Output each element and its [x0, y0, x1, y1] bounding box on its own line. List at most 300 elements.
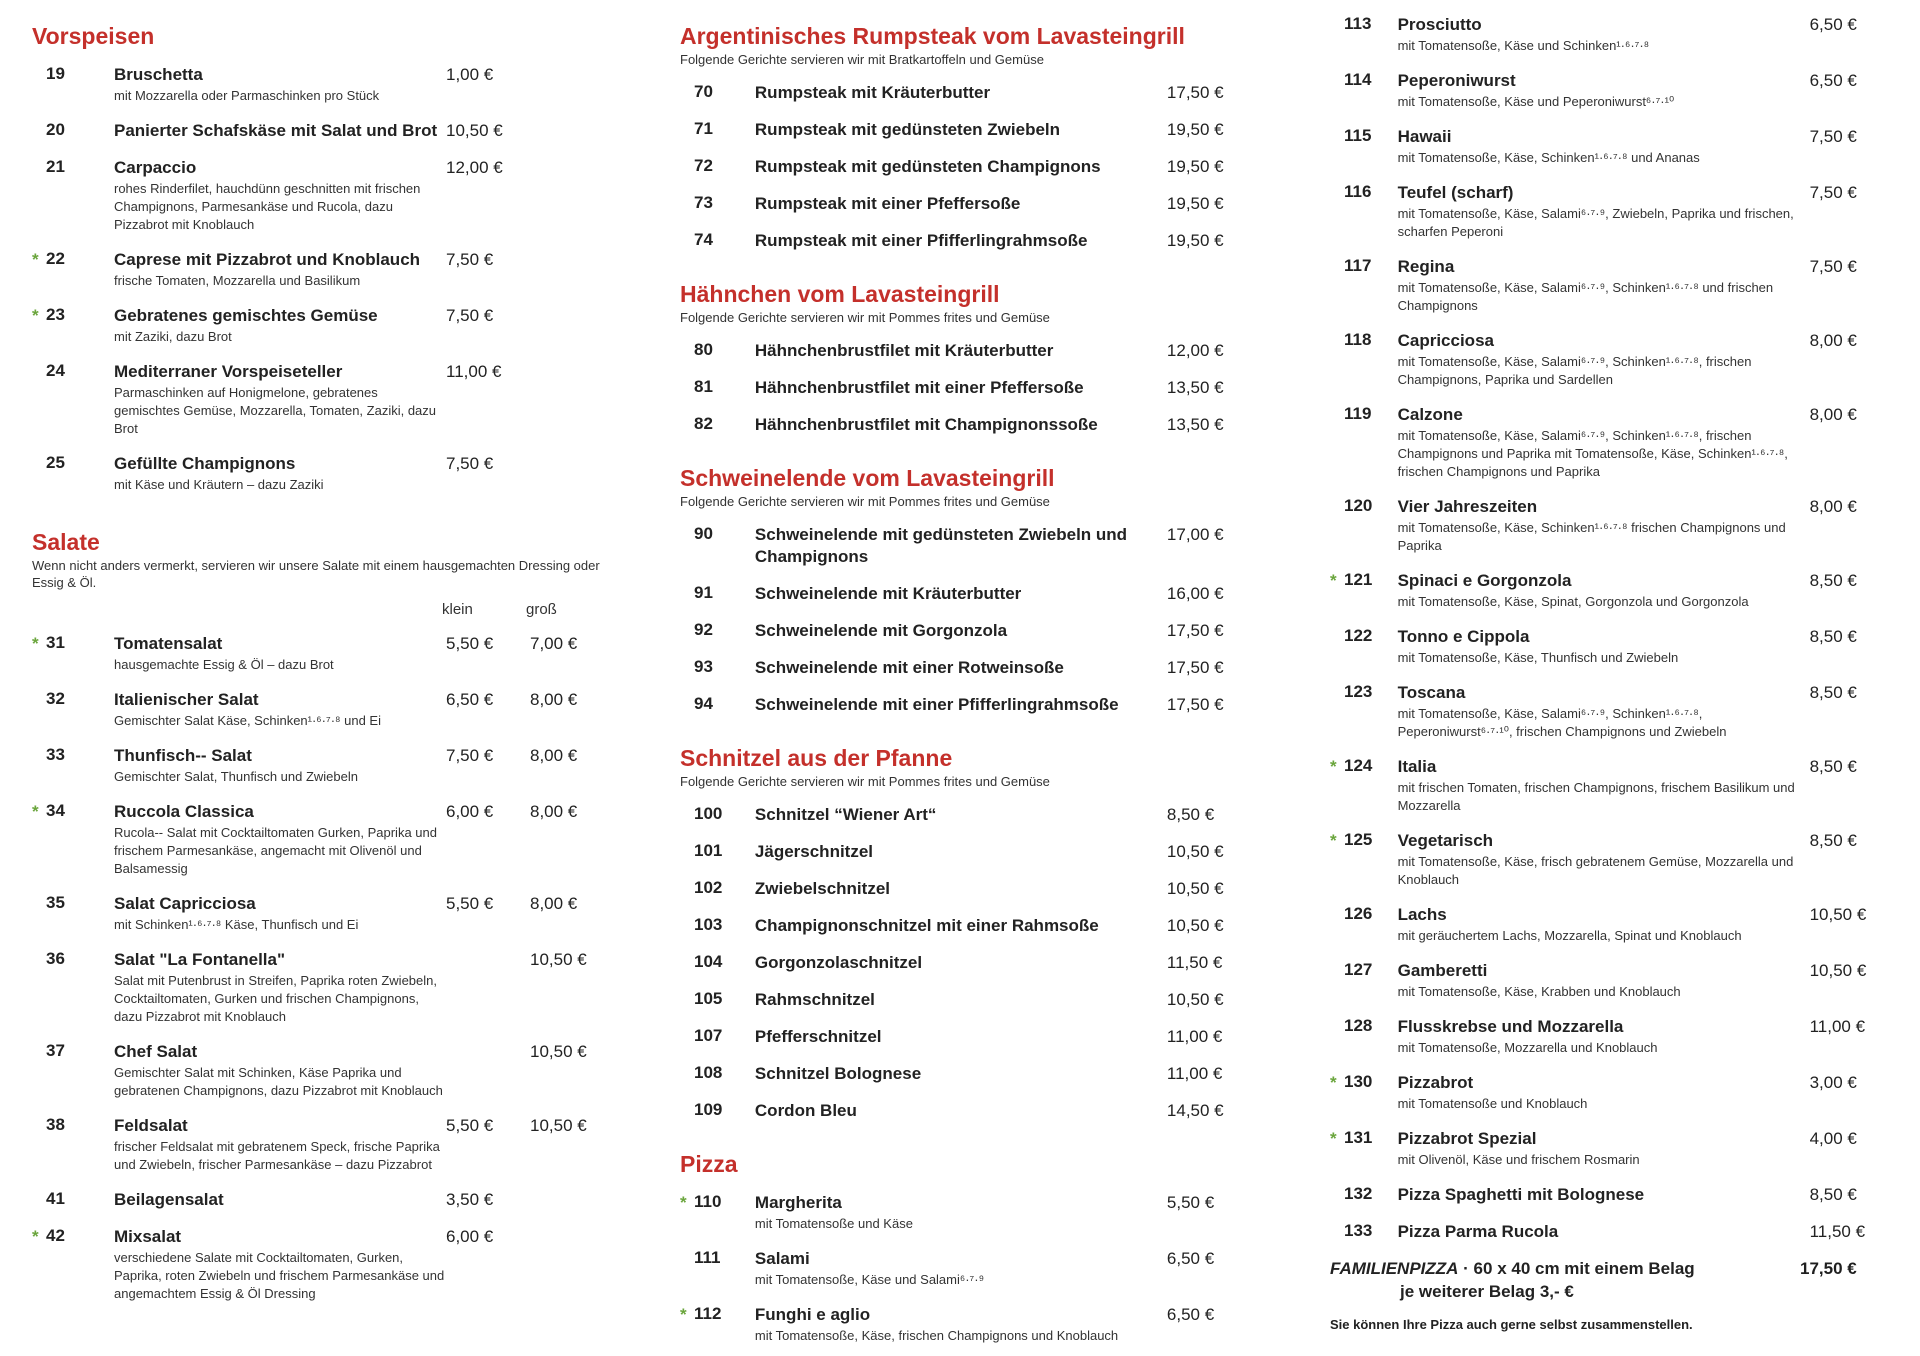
item-body: [755, 230, 1167, 252]
item-body: [114, 361, 446, 438]
item-description: mit frischen Tomaten, frischen Champignons, frischem Basilikum und Mozzarella: [1397, 780, 1795, 813]
item-number: [32, 1041, 114, 1061]
item-description: Salat mit Putenbrust in Streifen, Paprika roten Zwiebeln, Cocktailtomaten, Gurken und frischen Champignons, dazu Pizzabrot mit Knoblauch: [114, 973, 437, 1024]
item-number: [1330, 256, 1398, 276]
section-note: Folgende Gerichte servieren wir mit Pommes frites und Gemüse: [680, 310, 1050, 325]
item-name: Feldsalat: [114, 1116, 188, 1135]
item-description: mit Käse und Kräutern – dazu Zaziki: [114, 477, 324, 492]
item-number: [680, 694, 755, 714]
item-price: 14,50 €: [1166, 1101, 1224, 1120]
item-price: 8,50 €: [1809, 831, 1857, 850]
item-number-text: 132: [1344, 1184, 1373, 1203]
menu-item: [32, 1226, 622, 1303]
menu-item: [1330, 70, 1890, 111]
menu-item: [680, 230, 1240, 252]
item-body: [1398, 682, 1810, 741]
family-pizza-size: · 60 x 40 cm mit einem Belag: [1458, 1259, 1695, 1278]
item-price: 12,00 €: [446, 158, 503, 177]
item-number: [32, 745, 114, 765]
item-name: Cordon Bleu: [754, 1101, 857, 1120]
item-number: [1330, 1128, 1398, 1148]
item-description: Gemischter Salat mit Schinken, Käse Paprika und gebratenen Champignons, dazu Pizzabrot mit Knoblauch: [114, 1065, 443, 1098]
vegetarian-star: *: [680, 1193, 687, 1212]
menu-item: [680, 156, 1240, 178]
family-pizza-text: [1330, 1257, 1800, 1303]
item-number: [680, 1063, 755, 1083]
item-price-large: 10,50 €: [530, 1042, 587, 1061]
section-note: Folgende Gerichte servieren wir mit Pommes frites und Gemüse: [680, 774, 1050, 789]
item-name: Beilagensalat: [114, 1190, 224, 1209]
item-body: [1398, 960, 1810, 1001]
item-body: [1398, 830, 1810, 889]
item-price-large: 8,00 €: [530, 802, 578, 821]
item-body: [755, 1192, 1167, 1233]
vegetarian-star: *: [1330, 757, 1337, 776]
item-name: Gamberetti: [1397, 961, 1488, 980]
item-body: [1398, 14, 1810, 55]
item-number: [32, 633, 114, 653]
section-title: Schnitzel aus der Pfanne: [680, 745, 953, 771]
item-description: Gemischter Salat, Thunfisch und Zwiebeln: [114, 769, 358, 784]
item-price: 10,50 €: [1166, 879, 1224, 898]
item-name: Champignonschnitzel mit einer Rahmsoße: [754, 916, 1099, 935]
menu-item: [1330, 1221, 1890, 1243]
menu-item: [32, 361, 622, 438]
item-number-text: 41: [46, 1189, 65, 1208]
item-number-text: 125: [1344, 830, 1373, 849]
item-number-text: 133: [1344, 1221, 1373, 1240]
menu-item: [1330, 626, 1890, 667]
item-number-text: 73: [694, 193, 713, 212]
item-description: mit Tomatensoße und Käse: [754, 1216, 913, 1231]
item-list: [1330, 14, 1890, 1243]
item-number-text: 36: [46, 949, 65, 968]
item-body: [114, 1115, 446, 1174]
item-name: Schweinelende mit Gorgonzola: [754, 621, 1008, 640]
item-price: 13,50 €: [1166, 415, 1224, 434]
item-name: Pfefferschnitzel: [754, 1027, 882, 1046]
item-list: [32, 633, 622, 1303]
menu-item: [1330, 830, 1890, 889]
item-number-text: 23: [46, 305, 65, 324]
vegetarian-star: *: [32, 250, 39, 269]
item-name: Flusskrebse und Mozzarella: [1397, 1017, 1624, 1036]
item-name: Schweinelende mit Kräuterbutter: [754, 584, 1022, 603]
menu-item: [1330, 182, 1890, 241]
item-number: [680, 952, 755, 972]
item-number: [680, 841, 755, 861]
menu-item: [32, 1115, 622, 1174]
item-price: 8,50 €: [1809, 1185, 1857, 1204]
item-number: [680, 193, 755, 213]
item-body: [114, 893, 446, 934]
item-name: Rumpsteak mit einer Pfifferlingrahmsoße: [754, 231, 1088, 250]
item-number-text: 71: [694, 119, 713, 138]
item-price: 8,00 €: [1809, 405, 1857, 424]
item-number: [680, 82, 755, 102]
item-number: [1330, 70, 1398, 90]
item-number-text: 117: [1344, 256, 1372, 275]
item-number: [1330, 756, 1398, 776]
vegetarian-star: *: [32, 306, 39, 325]
item-body: [1398, 126, 1810, 167]
item-name: Ruccola Classica: [114, 802, 254, 821]
item-description: verschiedene Salate mit Cocktailtomaten, Gurken, Paprika, roten Zwiebeln und frischem Parmesankäse und angemachtem Essig & Öl Dressing: [114, 1250, 445, 1301]
item-name: Rumpsteak mit Kräuterbutter: [754, 83, 991, 102]
item-body: [114, 120, 446, 142]
item-number-text: 114: [1344, 70, 1372, 89]
item-number-text: 21: [46, 157, 65, 176]
item-description: mit Tomatensoße, Käse, Schinken¹·⁶·⁷·⁸ frischen Champignons und Paprika: [1397, 520, 1786, 553]
item-number: [680, 414, 755, 434]
section-title: Hähnchen vom Lavasteingrill: [680, 281, 1000, 307]
item-number-text: 124: [1344, 756, 1373, 775]
vegetarian-star: *: [1330, 1073, 1337, 1092]
menu-item: [680, 583, 1240, 605]
item-price: 11,50 €: [1809, 1222, 1866, 1241]
item-number: [32, 453, 114, 473]
item-description: mit Tomatensoße, Käse und Peperoniwurst⁶·⁷·¹⁰: [1397, 94, 1675, 109]
menu-item: [32, 305, 622, 346]
family-pizza-row: [1330, 1257, 1890, 1303]
item-name: Zwiebelschnitzel: [754, 879, 890, 898]
item-number-text: 90: [694, 524, 713, 543]
item-body: [1398, 756, 1810, 815]
item-name: Schnitzel Bolognese: [754, 1064, 922, 1083]
item-description: mit Mozzarella oder Parmaschinken pro Stück: [114, 88, 380, 103]
item-number: [1330, 182, 1398, 202]
item-name: Schweinelende mit einer Rotweinsoße: [754, 658, 1064, 677]
item-number-text: 102: [694, 878, 723, 897]
item-number: [680, 156, 755, 176]
item-price: 7,50 €: [1809, 257, 1857, 276]
item-number: [1330, 1184, 1398, 1204]
item-number-text: 22: [46, 249, 65, 268]
item-name: Pizza Spaghetti mit Bolognese: [1397, 1185, 1645, 1204]
item-number-text: 32: [46, 689, 65, 708]
item-body: [755, 524, 1167, 568]
item-number-text: 121: [1344, 570, 1373, 589]
item-price: 6,00 €: [446, 1227, 494, 1246]
item-body: [755, 915, 1167, 937]
item-price: 11,00 €: [446, 362, 502, 381]
item-body: [114, 1189, 446, 1211]
item-name: Capricciosa: [1397, 331, 1494, 350]
menu-item: [680, 804, 1240, 826]
menu-item: [680, 620, 1240, 642]
item-name: Gorgonzolaschnitzel: [754, 953, 923, 972]
item-price: 6,00 €: [446, 802, 494, 821]
column-right: [1330, 0, 1890, 1332]
item-price: 8,50 €: [1166, 805, 1215, 824]
item-list: [680, 340, 1240, 436]
item-description: Parmaschinken auf Honigmelone, gebratenes gemischtes Gemüse, Mozzarella, Tomaten, Zaziki, dazu Brot: [114, 385, 437, 436]
item-name: Hähnchenbrustfilet mit Kräuterbutter: [754, 341, 1054, 360]
menu-item: [680, 1026, 1240, 1048]
item-description: mit Tomatensoße, Käse, Salami⁶·⁷·⁹, Schinken¹·⁶·⁷·⁸ und frischen Champignons: [1397, 280, 1774, 313]
item-body: [755, 1026, 1167, 1048]
section-title: Vorspeisen: [32, 23, 155, 49]
item-price: 19,50 €: [1166, 231, 1224, 250]
item-body: [755, 620, 1167, 642]
item-body: [114, 801, 446, 878]
item-name: Vier Jahreszeiten: [1397, 497, 1538, 516]
item-price: 3,00 €: [1809, 1073, 1857, 1092]
item-price: 17,50 €: [1166, 621, 1224, 640]
item-number: [1330, 830, 1398, 850]
item-name: Mixsalat: [114, 1227, 182, 1246]
item-body: [1398, 904, 1810, 945]
item-price: 10,50 €: [1809, 905, 1867, 924]
item-name: Salat Capricciosa: [114, 894, 256, 913]
item-number: [1330, 14, 1398, 34]
item-body: [1398, 1072, 1810, 1113]
item-price: 19,50 €: [1166, 120, 1224, 139]
menu-item: [32, 1041, 622, 1100]
item-number: [680, 804, 755, 824]
item-price: 7,50 €: [446, 250, 494, 269]
item-description: mit Tomatensoße, Käse, Salami⁶·⁷·⁹, Schinken¹·⁶·⁷·⁸, Peperoniwurst⁶·⁷·¹⁰, frischen Champignons und Zwiebeln: [1397, 706, 1727, 739]
item-number-text: 93: [694, 657, 713, 676]
item-price: 1,00 €: [446, 65, 494, 84]
item-body: [114, 633, 446, 674]
item-number: [1330, 404, 1398, 424]
item-body: [1398, 404, 1810, 481]
item-number-text: 118: [1344, 330, 1372, 349]
item-description: mit Tomatensoße, Käse, Schinken¹·⁶·⁷·⁸ und Ananas: [1397, 150, 1700, 165]
item-body: [755, 1063, 1167, 1085]
menu-item: [680, 1248, 1240, 1289]
item-price-large: 8,00 €: [530, 690, 578, 709]
item-number-text: 81: [694, 377, 713, 396]
item-body: [1398, 256, 1810, 315]
item-description: mit Tomatensoße, Käse und Schinken¹·⁶·⁷·⁸: [1397, 38, 1650, 53]
item-price: 3,50 €: [446, 1190, 494, 1209]
item-price: 8,00 €: [1809, 331, 1857, 350]
item-body: [114, 745, 446, 786]
item-body: [755, 156, 1167, 178]
item-body: [755, 583, 1167, 605]
item-body: [1398, 496, 1810, 555]
item-description: Rucola-- Salat mit Cocktailtomaten Gurken, Paprika und frischem Parmesankäse, angemacht mit Olivenöl und Balsamessig: [114, 825, 437, 876]
item-number: [32, 64, 114, 84]
section-pizza-continued: [1330, 14, 1890, 1332]
item-number-text: 110: [694, 1192, 722, 1211]
item-name: Hähnchenbrustfilet mit einer Pfeffersoße: [754, 378, 1084, 397]
menu-item: [32, 745, 622, 786]
menu-item: [680, 878, 1240, 900]
item-price: 7,50 €: [446, 306, 494, 325]
item-name: Margherita: [754, 1193, 842, 1212]
menu-item: [1330, 14, 1890, 55]
item-number-text: 105: [694, 989, 723, 1008]
menu-item: [1330, 1016, 1890, 1057]
item-number: [680, 1100, 755, 1120]
menu-item: [32, 949, 622, 1026]
item-number: [680, 583, 755, 603]
item-body: [1398, 1221, 1810, 1243]
item-number: [680, 377, 755, 397]
item-number-text: 37: [46, 1041, 65, 1060]
vegetarian-star: *: [32, 802, 39, 821]
item-number: [1330, 626, 1398, 646]
item-name: Rumpsteak mit gedünsteten Zwiebeln: [754, 120, 1061, 139]
item-number: [1330, 904, 1398, 924]
item-body: [755, 414, 1167, 436]
item-name: Italienischer Salat: [114, 690, 259, 709]
item-name: Toscana: [1397, 683, 1466, 702]
item-description: mit Tomatensoße, Käse, frisch gebratenem Gemüse, Mozzarella und Knoblauch: [1397, 854, 1794, 887]
item-number-text: 31: [46, 633, 65, 652]
item-number-text: 112: [694, 1304, 722, 1323]
section-vorspeisen: [32, 22, 622, 494]
menu-item: [32, 1189, 622, 1211]
item-price: 11,00 €: [1166, 1027, 1223, 1046]
item-number: [32, 801, 114, 821]
item-price: 5,50 €: [446, 1116, 494, 1135]
item-number: [32, 305, 114, 325]
item-name: Schnitzel “Wiener Art“: [754, 805, 937, 824]
item-description: frische Tomaten, Mozzarella und Basilikum: [114, 273, 361, 288]
item-description: mit Tomatensoße, Käse, Salami⁶·⁷·⁹, Schinken¹·⁶·⁷·⁸, frischen Champignons, Paprika und Sardellen: [1397, 354, 1752, 387]
item-number-text: 116: [1344, 182, 1372, 201]
column-middle: [680, 0, 1240, 1345]
item-description: mit Schinken¹·⁶·⁷·⁸ Käse, Thunfisch und Ei: [114, 917, 359, 932]
item-number: [1330, 1016, 1398, 1036]
item-description: mit geräuchertem Lachs, Mozzarella, Spinat und Knoblauch: [1397, 928, 1742, 943]
item-description: mit Tomatensoße, Käse, Krabben und Knoblauch: [1397, 984, 1681, 999]
footer-note: Sie können Ihre Pizza auch gerne selbst zusammenstellen.: [1330, 1317, 1693, 1332]
vegetarian-star: *: [32, 634, 39, 653]
item-number-text: 94: [694, 694, 713, 713]
menu-item: [1330, 330, 1890, 389]
item-number: [680, 230, 755, 250]
item-name: Jägerschnitzel: [754, 842, 874, 861]
item-body: [755, 340, 1167, 362]
menu-item: [1330, 904, 1890, 945]
item-name: Tomatensalat: [114, 634, 223, 653]
item-number: [680, 878, 755, 898]
item-name: Rahmschnitzel: [754, 990, 875, 1009]
item-number-text: 72: [694, 156, 713, 175]
item-number-text: 91: [694, 583, 713, 602]
item-number: [680, 620, 755, 640]
menu-item: [32, 249, 622, 290]
item-price: 8,50 €: [1809, 627, 1857, 646]
item-number-text: 113: [1344, 14, 1372, 33]
menu-item: [1330, 960, 1890, 1001]
menu-item: [680, 377, 1240, 399]
item-number: [1330, 1221, 1398, 1241]
menu-item: [32, 689, 622, 730]
menu-item: [1330, 1184, 1890, 1206]
item-body: [114, 1226, 446, 1303]
size-large-label: groß: [526, 601, 557, 618]
item-price: 17,50 €: [1166, 83, 1224, 102]
menu-item: [32, 120, 622, 142]
item-number: [1330, 570, 1398, 590]
menu-item: [680, 841, 1240, 863]
item-number-text: 82: [694, 414, 713, 433]
item-price: 19,50 €: [1166, 157, 1224, 176]
item-list: [680, 804, 1240, 1122]
item-number-text: 74: [694, 230, 713, 249]
item-body: [1398, 1184, 1810, 1206]
item-number-text: 104: [694, 952, 723, 971]
item-number-text: 34: [46, 801, 65, 820]
item-price: 7,50 €: [1809, 183, 1857, 202]
item-description: mit Zaziki, dazu Brot: [114, 329, 232, 344]
vegetarian-star: *: [32, 1227, 39, 1246]
item-number: [680, 1192, 755, 1212]
item-number: [32, 1115, 114, 1135]
menu-item: [680, 1192, 1240, 1233]
item-price: 10,50 €: [446, 121, 503, 140]
item-number-text: 35: [46, 893, 65, 912]
item-name: Carpaccio: [114, 158, 197, 177]
item-name: Peperoniwurst: [1397, 71, 1516, 90]
section-pizza: [680, 1150, 1240, 1345]
item-price: 11,00 €: [1166, 1064, 1223, 1083]
item-name: Schweinelende mit gedünsteten Zwiebeln und Champignons: [754, 525, 1128, 566]
item-number: [1330, 126, 1398, 146]
item-name: Regina: [1397, 257, 1455, 276]
item-number-text: 25: [46, 453, 65, 472]
item-number-text: 101: [694, 841, 723, 860]
item-price: 5,50 €: [446, 894, 494, 913]
item-number: [32, 949, 114, 969]
item-price: 17,50 €: [1166, 695, 1224, 714]
item-name: Rumpsteak mit gedünsteten Champignons: [754, 157, 1101, 176]
item-body: [755, 119, 1167, 141]
menu-item: [1330, 256, 1890, 315]
menu-item: [680, 414, 1240, 436]
item-body: [755, 1100, 1167, 1122]
item-description: mit Tomatensoße, Käse, Spinat, Gorgonzola und Gorgonzola: [1397, 594, 1749, 609]
item-description: hausgemachte Essig & Öl – dazu Brot: [114, 657, 334, 672]
item-price: 19,50 €: [1166, 194, 1224, 213]
item-name: Tonno e Cippola: [1397, 627, 1530, 646]
menu-item: [680, 119, 1240, 141]
item-body: [755, 1304, 1167, 1345]
item-price: 12,00 €: [1166, 341, 1224, 360]
menu-item: [1330, 756, 1890, 815]
item-name: Rumpsteak mit einer Pfeffersoße: [754, 194, 1021, 213]
menu-item: [1330, 126, 1890, 167]
item-body: [755, 989, 1167, 1011]
item-number: [1330, 960, 1398, 980]
item-number-text: 126: [1344, 904, 1373, 923]
section-note: Folgende Gerichte servieren wir mit Pommes frites und Gemüse: [680, 494, 1050, 509]
item-description: mit Tomatensoße, Käse, Salami⁶·⁷·⁹, Zwiebeln, Paprika und frischen, scharfen Peperoni: [1397, 206, 1794, 239]
item-price: 17,50 €: [1166, 658, 1224, 677]
section-title: Schweinelende vom Lavasteingrill: [680, 465, 1055, 491]
item-body: [114, 1041, 446, 1100]
menu-item: [1330, 1128, 1890, 1169]
item-name: Chef Salat: [114, 1042, 198, 1061]
item-number-text: 131: [1344, 1128, 1373, 1147]
item-number: [1330, 330, 1398, 350]
vegetarian-star: *: [1330, 831, 1337, 850]
item-price: 16,00 €: [1166, 584, 1224, 603]
column-left: [32, 0, 622, 1303]
item-number-text: 33: [46, 745, 65, 764]
item-name: Teufel (scharf): [1397, 183, 1514, 202]
menu-item: [680, 524, 1240, 568]
item-number: [32, 689, 114, 709]
menu-item: [32, 633, 622, 674]
item-name: Bruschetta: [114, 65, 203, 84]
